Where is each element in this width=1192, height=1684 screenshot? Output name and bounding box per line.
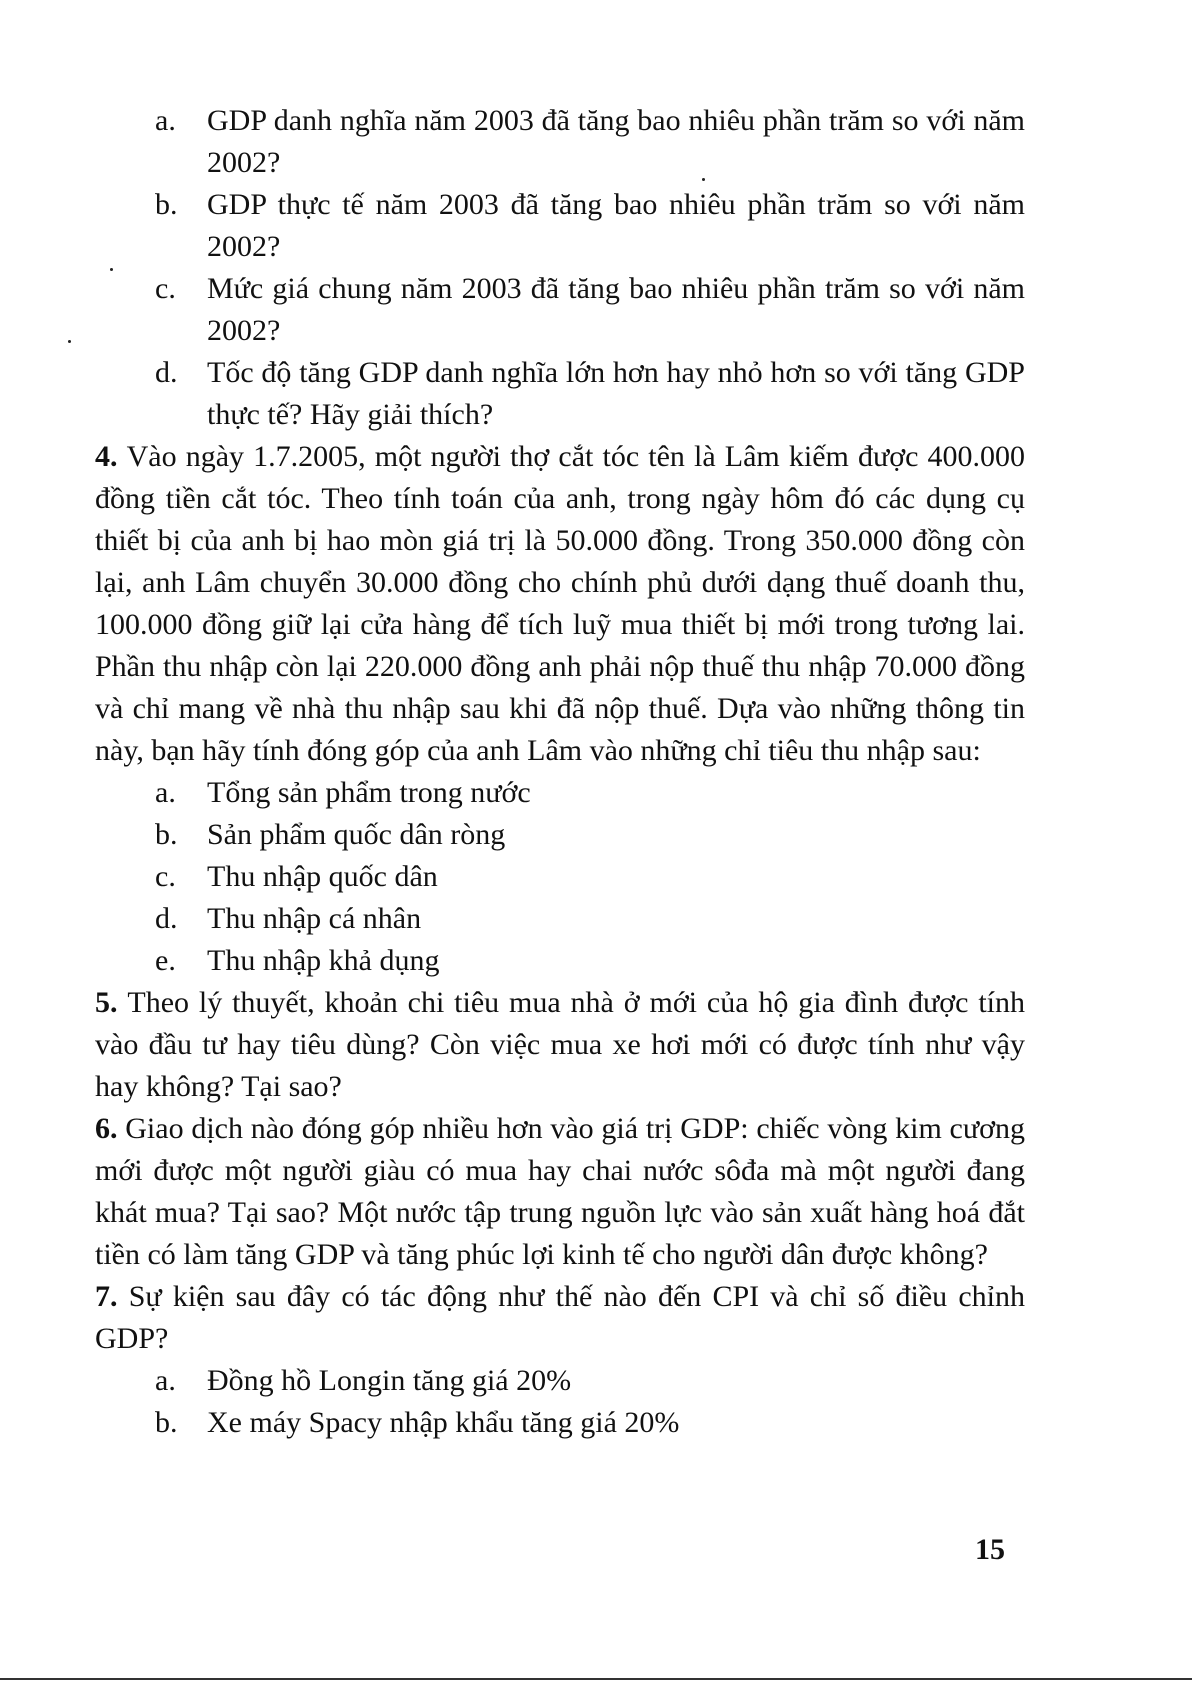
item-label: c.	[155, 860, 176, 893]
item-text: Thu nhập quốc dân	[207, 860, 438, 893]
text-block	[95, 100, 1025, 1444]
list-item-q7a	[95, 1360, 1025, 1402]
question-number: 6.	[95, 1112, 126, 1145]
item-label: e.	[155, 944, 176, 977]
item-label: a.	[155, 1364, 176, 1397]
question-number: 5.	[95, 986, 128, 1019]
list-item-q4e	[95, 940, 1025, 982]
question-number: 7.	[95, 1280, 129, 1313]
bottom-edge-line	[0, 1678, 1192, 1680]
item-text: Thu nhập khả dụng	[207, 944, 440, 977]
item-label: b.	[155, 818, 178, 851]
item-label: b.	[155, 188, 178, 221]
list-item-q3b	[95, 184, 1025, 268]
question-text: Vào ngày 1.7.2005, một người thợ cắt tóc tên là Lâm kiếm được 400.000 đồng tiền cắt tóc. Theo tính toán của anh, trong ngày hôm đó các dụng cụ thiết bị của anh bị hao mòn giá trị là 50.000 đồng. Trong 350.000 đồng còn lại, anh Lâm chuyển 30.000 đồng cho chính phủ dưới dạng thuế doanh thu, 100.000 đồng giữ lại cửa hàng để tích luỹ mua thiết bị mới trong tương lai. Phần thu nhập còn lại 220.000 đồng anh phải nộp thuế thu nhập 70.000 đồng và chỉ mang về nhà thu nhập sau khi đã nộp thuế. Dựa vào những thông tin này, bạn hãy tính đóng góp của anh Lâm vào những chỉ tiêu thu nhập sau:	[95, 440, 1026, 767]
list-item-q4d	[95, 898, 1025, 940]
item-label: a.	[155, 776, 176, 809]
question-7	[95, 1276, 1025, 1360]
question-text: Theo lý thuyết, khoản chi tiêu mua nhà ở mới của hộ gia đình được tính vào đầu tư hay tiêu dùng? Còn việc mua xe hơi mới có được tính như vậy hay không? Tại sao?	[95, 986, 1025, 1103]
item-text: Tổng sản phẩm trong nước	[207, 776, 531, 809]
item-label: a.	[155, 104, 176, 137]
item-text: Xe máy Spacy nhập khẩu tăng giá 20%	[207, 1406, 680, 1439]
scan-speck	[68, 340, 71, 343]
page-number: 15	[975, 1533, 1005, 1566]
item-text: Đồng hồ Longin tăng giá 20%	[207, 1364, 572, 1397]
item-text: Sản phẩm quốc dân ròng	[207, 818, 506, 851]
question-4	[95, 436, 1025, 772]
item-text: Mức giá chung năm 2003 đã tăng bao nhiêu phần trăm so với năm 2002?	[207, 272, 1025, 347]
scan-speck	[110, 268, 113, 271]
list-item-q7b	[95, 1402, 1025, 1444]
item-label: d.	[155, 902, 178, 935]
list-item-q4c	[95, 856, 1025, 898]
list-item-q4a	[95, 772, 1025, 814]
question-text: Sự kiện sau đây có tác động như thế nào đến CPI và chỉ số điều chỉnh GDP?	[95, 1280, 1025, 1355]
item-label: c.	[155, 272, 176, 305]
item-text: GDP thực tế năm 2003 đã tăng bao nhiêu phần trăm so với năm 2002?	[207, 188, 1025, 263]
list-item-q3d	[95, 352, 1025, 436]
item-label: d.	[155, 356, 178, 389]
item-text: GDP danh nghĩa năm 2003 đã tăng bao nhiêu phần trăm so với năm 2002?	[207, 104, 1025, 179]
question-text: Giao dịch nào đóng góp nhiều hơn vào giá trị GDP: chiếc vòng kim cương mới được một người giàu có mua hay chai nước sôđa mà một người đang khát mua? Tại sao? Một nước tập trung nguồn lực vào sản xuất hàng hoá đắt tiền có làm tăng GDP và tăng phúc lợi kinh tế cho người dân được không?	[95, 1112, 1026, 1271]
question-5	[95, 982, 1025, 1108]
item-label: b.	[155, 1406, 178, 1439]
list-item-q3a	[95, 100, 1025, 184]
list-item-q4b	[95, 814, 1025, 856]
question-6	[95, 1108, 1025, 1276]
item-text: Thu nhập cá nhân	[207, 902, 422, 935]
question-number: 4.	[95, 440, 127, 473]
scan-speck	[702, 178, 705, 181]
item-text: Tốc độ tăng GDP danh nghĩa lớn hơn hay nhỏ hơn so với tăng GDP thực tế? Hãy giải thích?	[207, 356, 1025, 431]
list-item-q3c	[95, 268, 1025, 352]
